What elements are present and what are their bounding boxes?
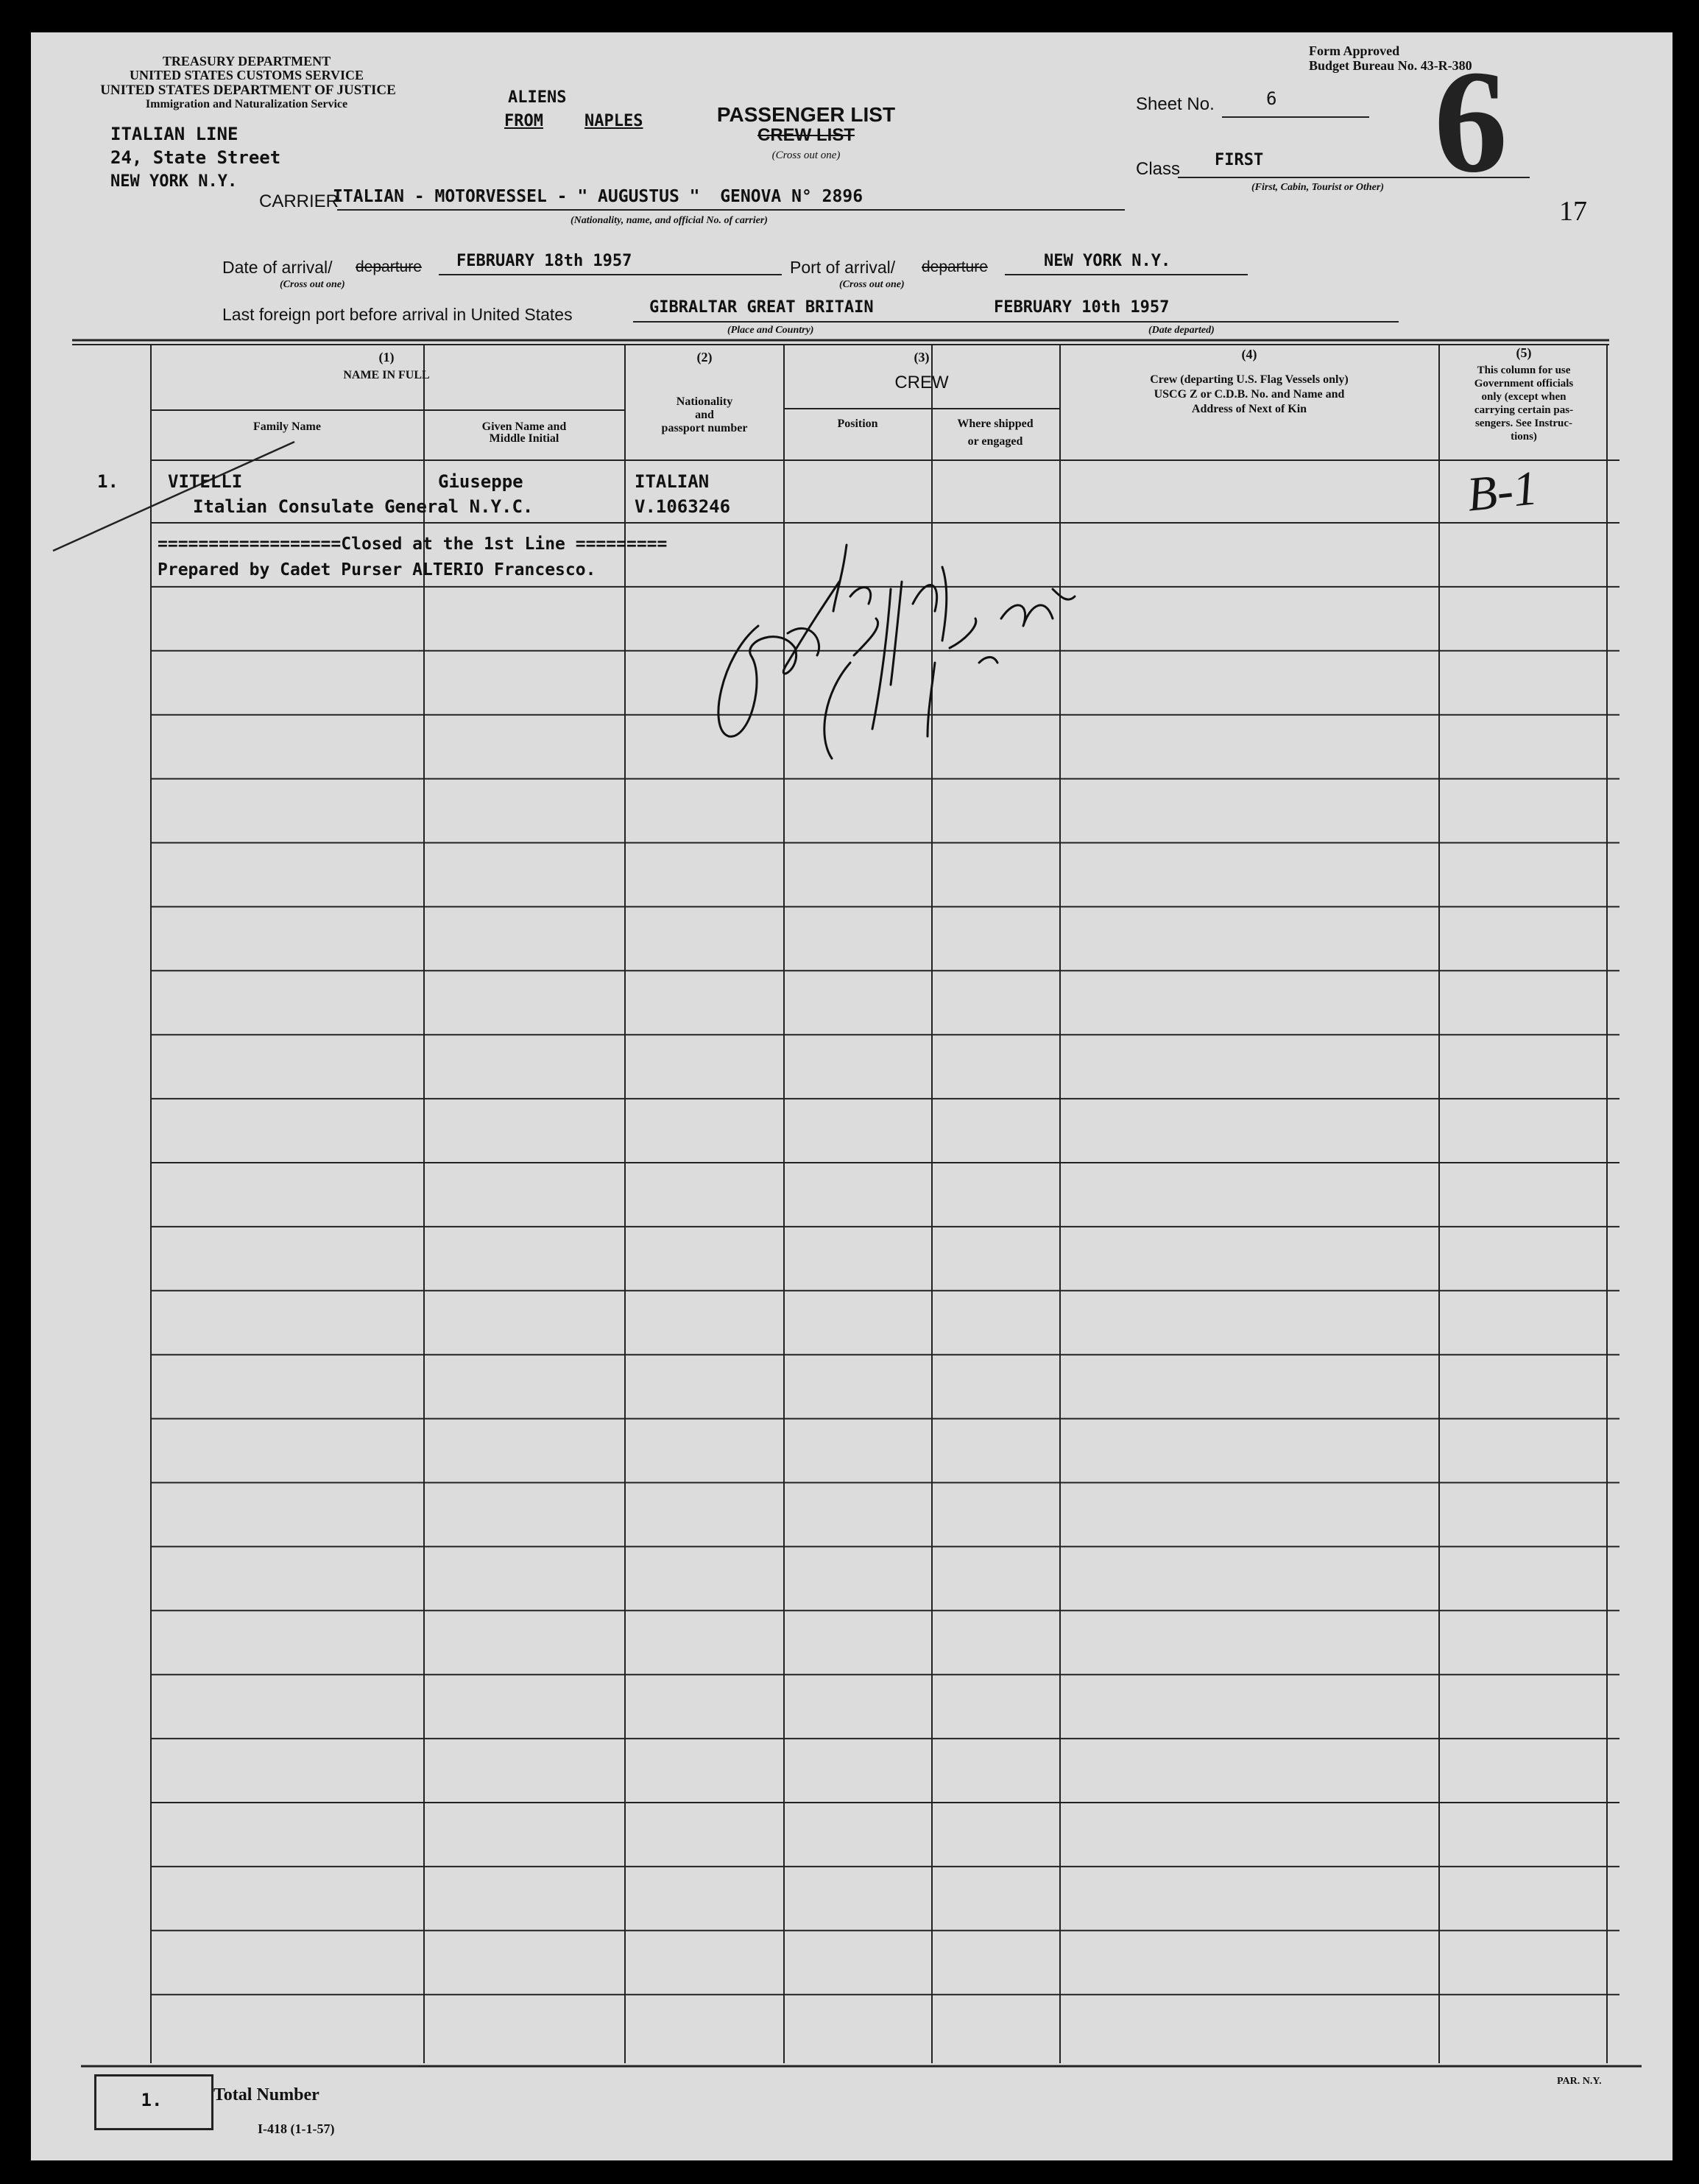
list-title: PASSENGER LIST (716, 103, 896, 126)
col4-line-3: Address of Next of Kin (1191, 403, 1307, 415)
form-id: I-418 (1-1-57) (258, 2121, 335, 2136)
col5-line-3: only (except when (1481, 391, 1566, 403)
date-departed-value: FEBRUARY 10th 1957 (994, 298, 1170, 317)
closed-note: ==================Closed at the 1st Line ========= (158, 535, 668, 554)
aliens-label: ALIENS (508, 88, 567, 107)
budget-bureau: Budget Bureau No. 43-R-380 (1309, 58, 1472, 73)
last-port-label: Last foreign port before arrival in United States (222, 305, 573, 324)
entry-passport: V.1063246 (635, 496, 731, 517)
col2-number: (2) (696, 350, 713, 364)
last-port-hint: (Place and Country) (727, 325, 814, 336)
entry-nationality: ITALIAN (635, 471, 710, 492)
handwritten-signature (707, 515, 1089, 766)
position-header: Position (837, 418, 878, 430)
list-cross-out-hint: (Cross out one) (771, 149, 841, 161)
col3-number: (3) (914, 350, 930, 364)
prepared-note: Prepared by Cadet Purser ALTERIO Francesco. (158, 560, 596, 580)
col5-line-4: carrying certain pas- (1474, 404, 1574, 416)
shipped-header-1: Where shipped (957, 418, 1034, 430)
official-note: B-1 (1464, 461, 1540, 522)
last-port-value: GIBRALTAR GREAT BRITAIN (649, 298, 874, 317)
col4-line-2: USCG Z or C.D.B. No. and Name and (1154, 388, 1345, 401)
printer-mark: PAR. N.Y. (1557, 2076, 1602, 2087)
sheet-label: Sheet No. (1136, 94, 1215, 114)
col3-title: CREW (894, 373, 949, 392)
date-departed-hint: (Date departed) (1148, 325, 1215, 336)
family-name-header: Family Name (253, 420, 321, 433)
col4-line-1: Crew (departing U.S. Flag Vessels only) (1150, 373, 1349, 386)
form-approved: Form Approved (1309, 43, 1400, 58)
given-name-header-2: Middle Initial (489, 432, 559, 445)
carrier-value: ITALIAN - MOTORVESSEL - " AUGUSTUS " GENOVA N° 2896 (333, 187, 863, 206)
col2-line-1: Nationality (676, 395, 733, 408)
port-label: Port of arrival/ (790, 258, 896, 277)
from-label: FROM (504, 112, 543, 130)
date-label: Date of arrival/ (222, 258, 333, 277)
total-number-label: Total Number (213, 2085, 319, 2104)
col1-title: NAME IN FULL (343, 369, 430, 381)
carrier-label: CARRIER (259, 191, 339, 211)
dept-line-3: UNITED STATES DEPARTMENT OF JUSTICE (100, 82, 396, 98)
sheet-value: 6 (1266, 88, 1277, 109)
entry-given-name: Giuseppe (438, 471, 523, 492)
agent-line-1: ITALIAN LINE (110, 124, 239, 144)
arrival-date-value: FEBRUARY 18th 1957 (456, 252, 632, 270)
class-label: Class (1136, 159, 1181, 179)
col5-line-2: Government officials (1474, 378, 1574, 390)
date-cross-out-hint: (Cross out one) (280, 279, 345, 290)
sheet-big-number: 6 (1434, 40, 1508, 203)
port-departure-struck: departure (922, 258, 988, 275)
col5-number: (5) (1516, 345, 1532, 360)
col5-line-6: tions) (1511, 431, 1537, 443)
shipped-header-2: or engaged (967, 435, 1023, 448)
entry-family-name: VITELLI (168, 471, 243, 492)
given-name-header-1: Given Name and (481, 420, 567, 433)
page-number: 17 (1559, 196, 1587, 227)
date-departure-struck: departure (356, 258, 422, 275)
agent-line-2: 24, State Street (110, 147, 281, 168)
col4-number: (4) (1241, 347, 1257, 362)
carrier-hint: (Nationality, name, and official No. of carrier) (571, 215, 768, 226)
col2-line-2: and (695, 409, 714, 421)
dept-line-1: TREASURY DEPARTMENT (162, 54, 331, 68)
total-number-value: 1. (141, 2090, 163, 2110)
class-value: FIRST (1215, 151, 1264, 169)
crew-list-struck: CREW LIST (757, 125, 855, 145)
from-port: NAPLES (584, 112, 643, 130)
col5-line-1: This column for use (1477, 364, 1571, 376)
dept-line-2: UNITED STATES CUSTOMS SERVICE (130, 68, 364, 82)
class-hint: (First, Cabin, Tourist or Other) (1251, 182, 1384, 193)
port-cross-out-hint: (Cross out one) (839, 279, 905, 290)
port-value: NEW YORK N.Y. (1044, 252, 1171, 270)
col5-line-5: sengers. See Instruc- (1474, 418, 1573, 429)
dept-line-4: Immigration and Naturalization Service (145, 98, 348, 110)
col1-number: (1) (378, 350, 395, 364)
entry-number: 1. (97, 471, 119, 492)
col2-line-3: passport number (661, 422, 748, 434)
entry-address: Italian Consulate General N.Y.C. (193, 496, 534, 517)
agent-line-3: NEW YORK N.Y. (110, 172, 238, 191)
